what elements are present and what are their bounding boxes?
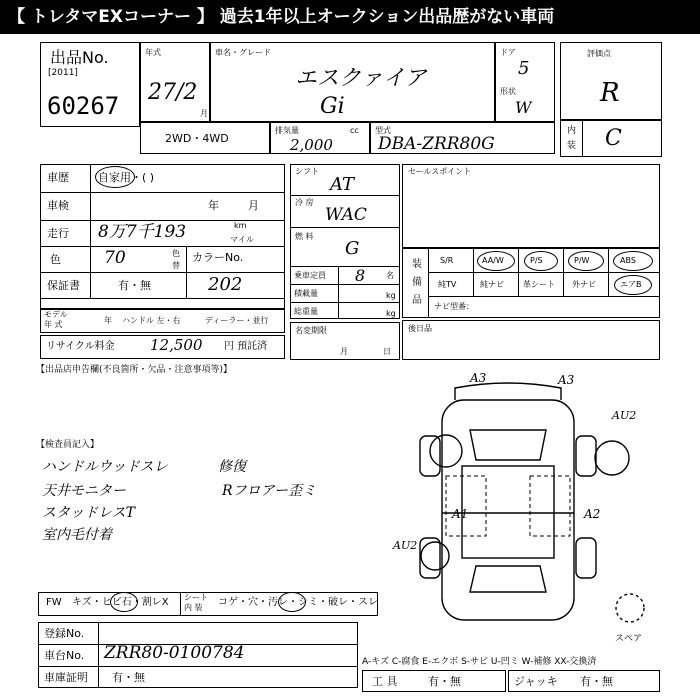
equip-circle-airbag xyxy=(614,275,652,295)
equip-abs: ABS xyxy=(620,256,636,265)
equip-airbag: エアB xyxy=(620,280,642,289)
history-label: 車歴 xyxy=(47,171,69,184)
seat-circle xyxy=(278,592,306,612)
color-label: 色 xyxy=(50,253,61,266)
model-year-label-1: モデル xyxy=(44,310,68,319)
interior-value: C xyxy=(605,126,622,151)
car-name: エスクァイア xyxy=(295,66,427,91)
model-year-label-2: 年 式 xyxy=(44,320,63,329)
equip-label-1: 装 xyxy=(412,259,422,270)
equip-leather: 革シート xyxy=(523,280,555,289)
inspection-year: 年 xyxy=(208,199,219,212)
chassis-label: 車台No. xyxy=(44,649,85,662)
capacity-unit: 名 xyxy=(386,271,394,280)
seat-text: コゲ・穴・汚レ・シミ・破レ・スレ xyxy=(218,597,378,608)
ac-label: 冷 房 xyxy=(295,198,314,207)
interior-label-1: 内 xyxy=(567,126,577,136)
banner-title: 【 トレタマEXコーナー 】 過去1年以上オークション出品歴がない車両 xyxy=(0,0,700,34)
tools-label: 工 具 xyxy=(372,675,398,688)
sales-box xyxy=(402,164,660,248)
shift-label: シフト xyxy=(295,167,319,176)
model-label: 型式 xyxy=(375,126,391,135)
spare-label: スペア xyxy=(615,634,643,644)
fuel-label: 燃 料 xyxy=(295,232,314,241)
score-label: 評価点 xyxy=(587,49,611,58)
color-sub-2: 替 xyxy=(172,261,180,270)
score-value: R xyxy=(600,78,620,108)
note-left-1: ハンドルウッドスレ xyxy=(42,459,168,475)
displacement-label: 排気量 xyxy=(275,126,299,135)
year-value: 27/2 xyxy=(148,80,198,105)
equip-aaw: AA/W xyxy=(482,256,504,265)
equip-circle-abs xyxy=(613,251,653,271)
lot-sub: [2011] xyxy=(48,68,78,78)
door-value: 5 xyxy=(518,58,530,79)
capacity-label: 乗車定員 xyxy=(294,271,326,280)
load-unit: kg xyxy=(386,291,396,300)
lot-label: 出品No. xyxy=(50,48,109,67)
note-left-2: 天井モニター xyxy=(42,483,126,499)
seat-label-1: シート xyxy=(184,593,208,602)
mark-a2: A2 xyxy=(584,507,601,521)
mileage-unit-mile: マイル xyxy=(230,235,254,244)
recycle-label: リサイクル料金 xyxy=(46,341,115,352)
inspection-label: 車検 xyxy=(47,199,69,212)
panel-left-door xyxy=(446,476,486,536)
delivery-label: 後日品 xyxy=(408,324,432,333)
cert-label: 車庫証明 xyxy=(44,671,88,684)
fw-circle xyxy=(110,592,138,612)
mark-circle-rear-left xyxy=(421,542,449,570)
report-heading: 【出品店申告欄(不良箇所・欠品・注意事項等)】 xyxy=(36,365,233,375)
car-windshield xyxy=(470,430,546,460)
color-sub-1: 色 xyxy=(172,249,180,258)
mark-a3-left: A3 xyxy=(470,371,487,385)
note-left-3: スタッドレスT xyxy=(42,505,135,521)
mileage-value: 8万7千193 xyxy=(98,222,187,242)
ac-value: WAC xyxy=(325,205,367,225)
jack-options: 有・無 xyxy=(580,675,613,688)
note-left-4: 室内毛付着 xyxy=(42,527,112,543)
namechange-label: 名変期限 xyxy=(295,326,327,335)
car-roof xyxy=(462,466,554,558)
shape-value: W xyxy=(515,98,532,117)
car-wheel-rl xyxy=(420,538,440,578)
mileage-unit-km: km xyxy=(234,221,247,230)
mark-au2-left: AU2 xyxy=(393,539,418,552)
history-circle xyxy=(95,166,135,188)
jack-label: ジャッキ xyxy=(514,675,558,688)
color-no-label: カラーNo. xyxy=(192,251,244,264)
weight-label: 総重量 xyxy=(294,307,318,316)
spare-tire-icon xyxy=(616,594,644,622)
equip-ext-navi: 外ナビ xyxy=(572,280,596,289)
equip-ps: P/S xyxy=(530,256,543,265)
warranty-options: 有・無 xyxy=(118,279,151,292)
tools-options: 有・無 xyxy=(428,675,461,688)
car-wheel-fl xyxy=(420,436,440,476)
namechange-month: 月 xyxy=(340,347,348,356)
warranty-label: 保証書 xyxy=(47,279,80,292)
displacement-value: 2,000 xyxy=(290,136,333,154)
car-label: 車名・グレード xyxy=(215,48,271,57)
equip-navi: 純ナビ xyxy=(480,280,504,289)
mark-circle-front-right xyxy=(595,441,629,475)
grade: Gi xyxy=(320,94,345,119)
interior-label-2: 装 xyxy=(567,141,577,151)
mark-a1: A1 xyxy=(452,507,469,521)
note-right-1: 修復 xyxy=(218,459,246,475)
fw-text: キズ・ヒビ石・割レX xyxy=(72,597,169,608)
recycle-value: 12,500 xyxy=(150,336,203,354)
mark-au2-right: AU2 xyxy=(612,409,637,422)
color-no-value: 202 xyxy=(208,274,243,295)
history-options: 自家用・( ) xyxy=(98,171,155,184)
legend: A-キズ C-腐食 E-エクボ S-サビ U-凹ミ W-補修 XX-交換済 xyxy=(362,657,597,667)
year-label: 年式 xyxy=(145,48,161,57)
sales-label: セールスポイント xyxy=(408,167,472,176)
car-rear-window xyxy=(470,566,546,592)
model-value: DBA-ZRR80G xyxy=(378,134,495,154)
equip-circle-pw xyxy=(568,251,604,271)
delivery-box xyxy=(402,320,660,360)
color-value: 70 xyxy=(104,248,126,268)
namechange-day: 日 xyxy=(383,347,391,356)
reg-label: 登録No. xyxy=(44,627,85,640)
equip-circle-aaw xyxy=(477,251,515,271)
inspection-month: 月 xyxy=(248,199,259,212)
panel-right-door xyxy=(530,476,570,536)
equip-circle-ps xyxy=(524,251,558,271)
fw-label: FW xyxy=(46,597,62,608)
mark-a3-right: A3 xyxy=(558,373,575,387)
car-front-bumper xyxy=(455,383,561,400)
mark-circle-front-left xyxy=(430,435,462,467)
navi-label: ナビ型番： xyxy=(434,302,474,311)
equip-pw: P/W xyxy=(574,256,590,265)
displacement-unit: cc xyxy=(350,126,359,135)
mileage-label: 走行 xyxy=(47,227,69,240)
model-year-suffix: 年 xyxy=(104,316,112,325)
recycle-suffix: 円 預託済 xyxy=(224,341,268,352)
equip-label-2: 備 xyxy=(412,277,422,288)
chassis-value: ZRR80-0100784 xyxy=(104,643,245,663)
drive-options: 2WD・4WD xyxy=(165,132,229,145)
equip-label-3: 品 xyxy=(412,295,422,306)
seat-label-2: 内 装 xyxy=(184,603,203,612)
door-label: ドア xyxy=(500,48,516,57)
car-wheel-rr xyxy=(576,538,596,578)
weight-unit: kg xyxy=(386,309,396,318)
handle-options: ハンドル 左・右 xyxy=(122,316,181,325)
note-right-2: Rフロアー歪ミ xyxy=(222,483,317,499)
shift-value: AT xyxy=(330,174,355,195)
month-suffix: 月 xyxy=(200,109,208,118)
dealer-options: ディーラー・並行 xyxy=(205,316,269,325)
fuel-value: G xyxy=(345,238,360,259)
inspector-heading: 【検査員記入】 xyxy=(36,440,100,450)
cert-options: 有・無 xyxy=(112,671,145,684)
equip-tv: 純TV xyxy=(438,280,457,289)
load-label: 積載量 xyxy=(294,289,318,298)
car-wheel-fr xyxy=(576,436,596,476)
equip-sr: S/R xyxy=(440,256,454,265)
capacity-value: 8 xyxy=(355,266,366,285)
lot-number: 60267 xyxy=(47,92,120,120)
shape-label: 形状 xyxy=(500,87,516,96)
